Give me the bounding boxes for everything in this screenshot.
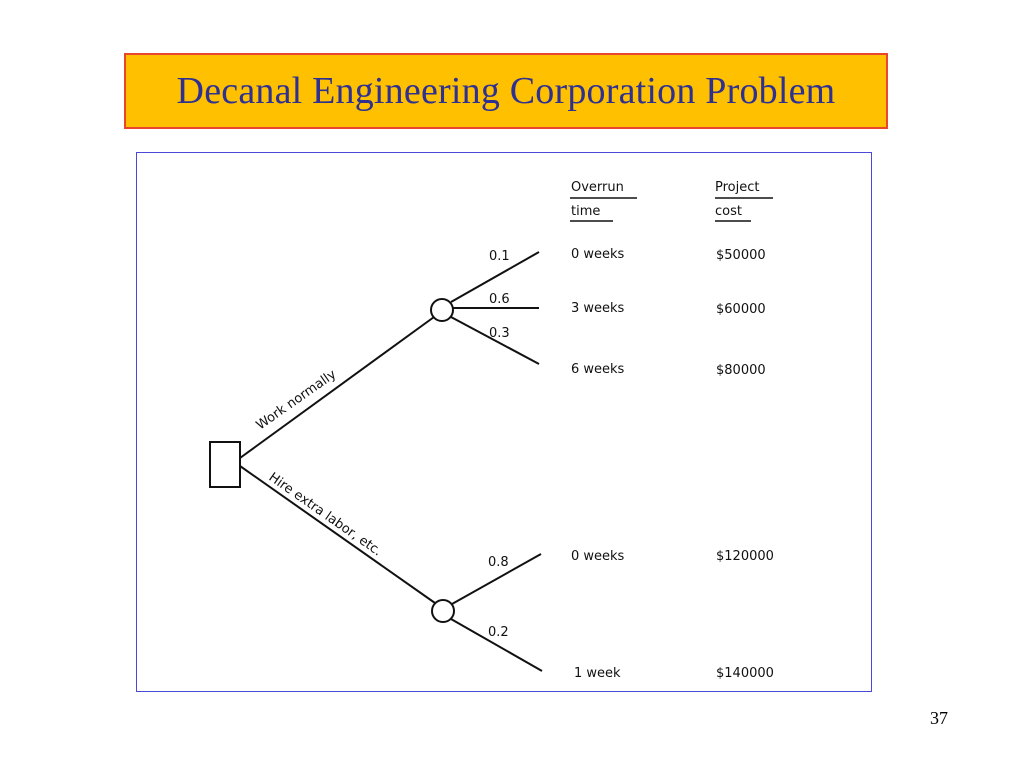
- header-project-line2: cost: [715, 204, 742, 219]
- work-outcome-1-time: 3 weeks: [571, 301, 625, 316]
- decision-label-work: Work normally: [253, 367, 340, 434]
- hire-outcome-0-time: 0 weeks: [571, 549, 625, 564]
- work-outcome-1-prob: 0.6: [489, 292, 510, 307]
- decision-tree-diagram: [137, 153, 871, 691]
- slide-title: Decanal Engineering Corporation Problem: [176, 70, 836, 112]
- page-number: 37: [930, 708, 948, 728]
- hire-outcome-0-prob: 0.8: [488, 555, 509, 570]
- hire-outcome-0-cost: $120000: [716, 549, 774, 564]
- hire-outcome-1-prob: 0.2: [488, 625, 509, 640]
- work-outcome-2-cost: $80000: [716, 363, 766, 378]
- work-outcome-1-cost: $60000: [716, 302, 766, 317]
- work-outcome-2-prob: 0.3: [489, 326, 510, 341]
- slide-title-box: [124, 53, 888, 129]
- decision-node: [210, 442, 240, 487]
- work-outcome-0-time: 0 weeks: [571, 247, 625, 262]
- work-normally-branch: [240, 317, 434, 458]
- header-project-line1: Project: [715, 180, 760, 195]
- hire-outcome-1-cost: $140000: [716, 666, 774, 681]
- decision-label-hire: Hire extra labor, etc.: [265, 469, 385, 560]
- header-overrun-line2: time: [571, 204, 601, 219]
- hire-outcome-1-time: 1 week: [574, 666, 621, 681]
- hire-extra-branch: [240, 466, 435, 603]
- chance-node-hire: [432, 600, 454, 622]
- work-outcome-0-cost: $50000: [716, 248, 766, 263]
- header-overrun-line1: Overrun: [571, 180, 624, 195]
- work-outcome-2-time: 6 weeks: [571, 362, 625, 377]
- work-outcome-0-prob: 0.1: [489, 249, 510, 264]
- chance-node-work: [431, 299, 453, 321]
- decision-tree-frame: [136, 152, 872, 692]
